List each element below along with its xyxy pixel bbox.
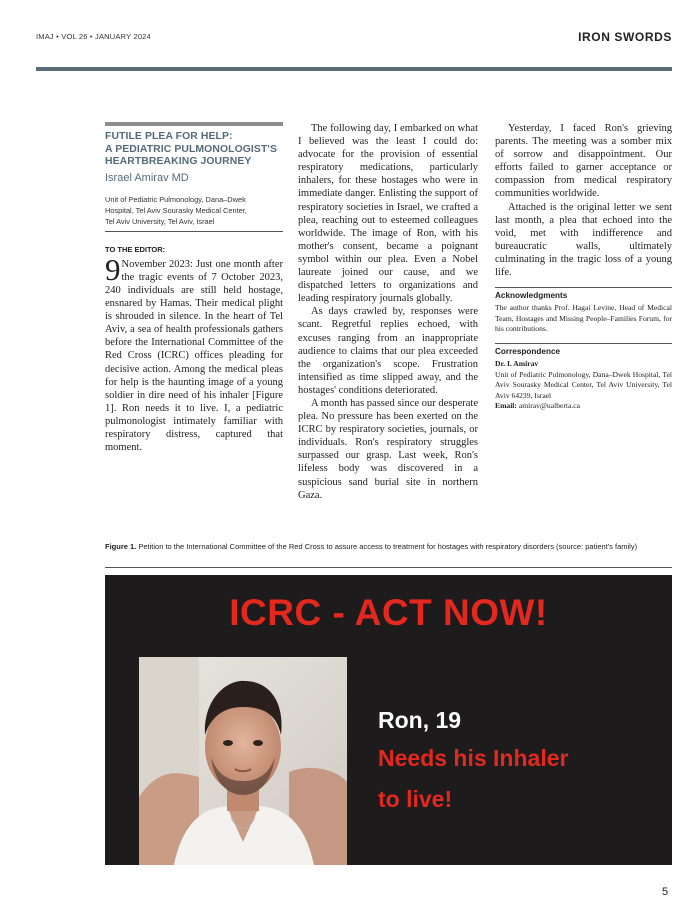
column-3 <box>495 122 672 412</box>
correspondence-email-line <box>495 401 672 412</box>
caption-rule <box>105 567 672 568</box>
title-line: FUTILE PLEA FOR HELP: <box>105 131 233 142</box>
paragraph-6: Attached is the original letter we sent last month, a plea that echoed into the void, met with indifference and bureaucratic walls, ultimately culminating in the tragic loss of a young life. <box>495 201 672 279</box>
column-2 <box>298 122 478 502</box>
portrait-photo <box>139 657 347 865</box>
journal-reference: IMAJ • VOL 26 • JANUARY 2024 <box>36 32 151 41</box>
body-text-col3 <box>495 122 672 279</box>
header-rule <box>36 67 672 71</box>
paragraph-2: The following day, I embarked on what I believed was the least I could do: advocate for the provision of essential respiratory medications, particularly inhalers, for these hostages who were in immediate danger. Enlisting the support of respiratory societies in Israel, we crafted a plea, reaching out to esteemed colleagues worldwide. The image of Ron, with his mother's consent, became a poignant symbol within our plea. Even a Nobel laureate joined our cause, and we dispatched letters to organizations and leading respiratory journals globally. <box>298 123 478 305</box>
email-label: Email: <box>495 401 517 411</box>
affiliation-line: Tel Aviv University, Tel Aviv, Israel <box>105 216 215 226</box>
author-name: Israel Amirav MD <box>105 171 189 184</box>
correspondence-block <box>495 359 672 412</box>
paragraph-1-text: November 2023: Just one month after the tragic events of 7 October 2023, 240 individuals are still held hostage, ensnared by Hamas. Their medical plight is shrouded in silence. In the heart of Tel Aviv, a sea of health professionals gathers before the International Committee of the Red Cross (ICRC) offices pleading for decisive action. Among the medical pleas for help is the haunting image of a young soldier in dire need of his inhaler [Figure 1]. Ron needs it to live. I, a pediatric pulmonologist intimately familiar with respiratory distress, captured that moment. <box>105 258 283 454</box>
title-line: A PEDIATRIC PULMONOLOGIST'S <box>105 143 277 155</box>
figure-caption-text: Petition to the International Committee of the Red Cross to assure access to treatment for hostages with respiratory disorders (source: patient's family) <box>138 542 638 551</box>
figure-caption <box>105 542 672 553</box>
poster-message-line-1: Needs his Inhaler <box>378 745 569 771</box>
affiliation-rule <box>105 231 283 232</box>
email-link[interactable]: amirav@ualberta.ca <box>518 401 581 411</box>
poster-heading: ICRC - ACT NOW! <box>229 592 548 633</box>
figure-label: Figure 1. <box>105 542 137 551</box>
affiliation-line: Hospital, Tel Aviv Sourasky Medical Center, <box>105 205 247 215</box>
acknowledgments-heading: Acknowledgments <box>495 291 568 301</box>
correspondence-heading: Correspondence <box>495 346 561 356</box>
correspondence-rule <box>495 343 672 344</box>
article-title <box>105 131 283 169</box>
running-head <box>36 30 672 46</box>
correspondence-name: Dr. I. Amirav <box>495 358 539 368</box>
title-line: HEARTBREAKING JOURNEY <box>105 156 252 168</box>
salutation: TO THE EDITOR: <box>105 244 166 254</box>
section-name: IRON SWORDS <box>578 30 672 44</box>
correspondence-address: Unit of Pediatric Pulmonology, Dana–Dwek Hospital, Tel Aviv Sourasky Medical Center, Tel Aviv University, Tel Aviv 64239, Israel <box>495 369 672 400</box>
acknowledgments-text: The author thanks Prof. Hagai Levine, Head of Medical Team, Hostages and Missing People–Families Forum, for his contributions. <box>495 303 672 334</box>
paragraph-3: As days crawled by, responses were scant. Regretful replies echoed, with excuses ranging from an inappropriate audience to claims that our plea exceeded the organization's scope. Frustration intensified as time slipped away, and the hostages' conditions deteriorated. <box>298 306 478 396</box>
portrait-illustration <box>139 657 347 865</box>
column-1 <box>105 122 283 454</box>
title-rule <box>105 122 283 126</box>
affiliation-line: Unit of Pediatric Pulmonology, Dana–Dwek <box>105 194 246 204</box>
acknowledgments-rule <box>495 287 672 288</box>
body-text-col2 <box>298 122 478 502</box>
poster-message-line-2: to live! <box>378 786 453 812</box>
paragraph-1 <box>105 251 283 454</box>
poster-name: Ron, 19 <box>378 707 462 733</box>
body-text-col1 <box>105 251 283 454</box>
paragraph-4: A month has passed since our desperate plea. No pressure has been exerted on the ICRC by respiratory societies, journals, or individuals. Ron's respiratory struggles surpassed our grasp. Last week, Ron's lifeless body was discovered in a suspicious sand burial site in northern Gaza. <box>298 397 478 501</box>
figure-1-poster <box>105 575 672 865</box>
author-affiliation <box>105 194 283 227</box>
paragraph-5: Yesterday, I faced Ron's grieving parents. The meeting was a somber mix of sorrow and disappointment. Our efforts failed to garner acceptance or compassion from medical respiratory communities worldwide. <box>495 123 672 200</box>
page-number: 5 <box>662 886 669 898</box>
drop-cap: 9 <box>105 251 121 287</box>
